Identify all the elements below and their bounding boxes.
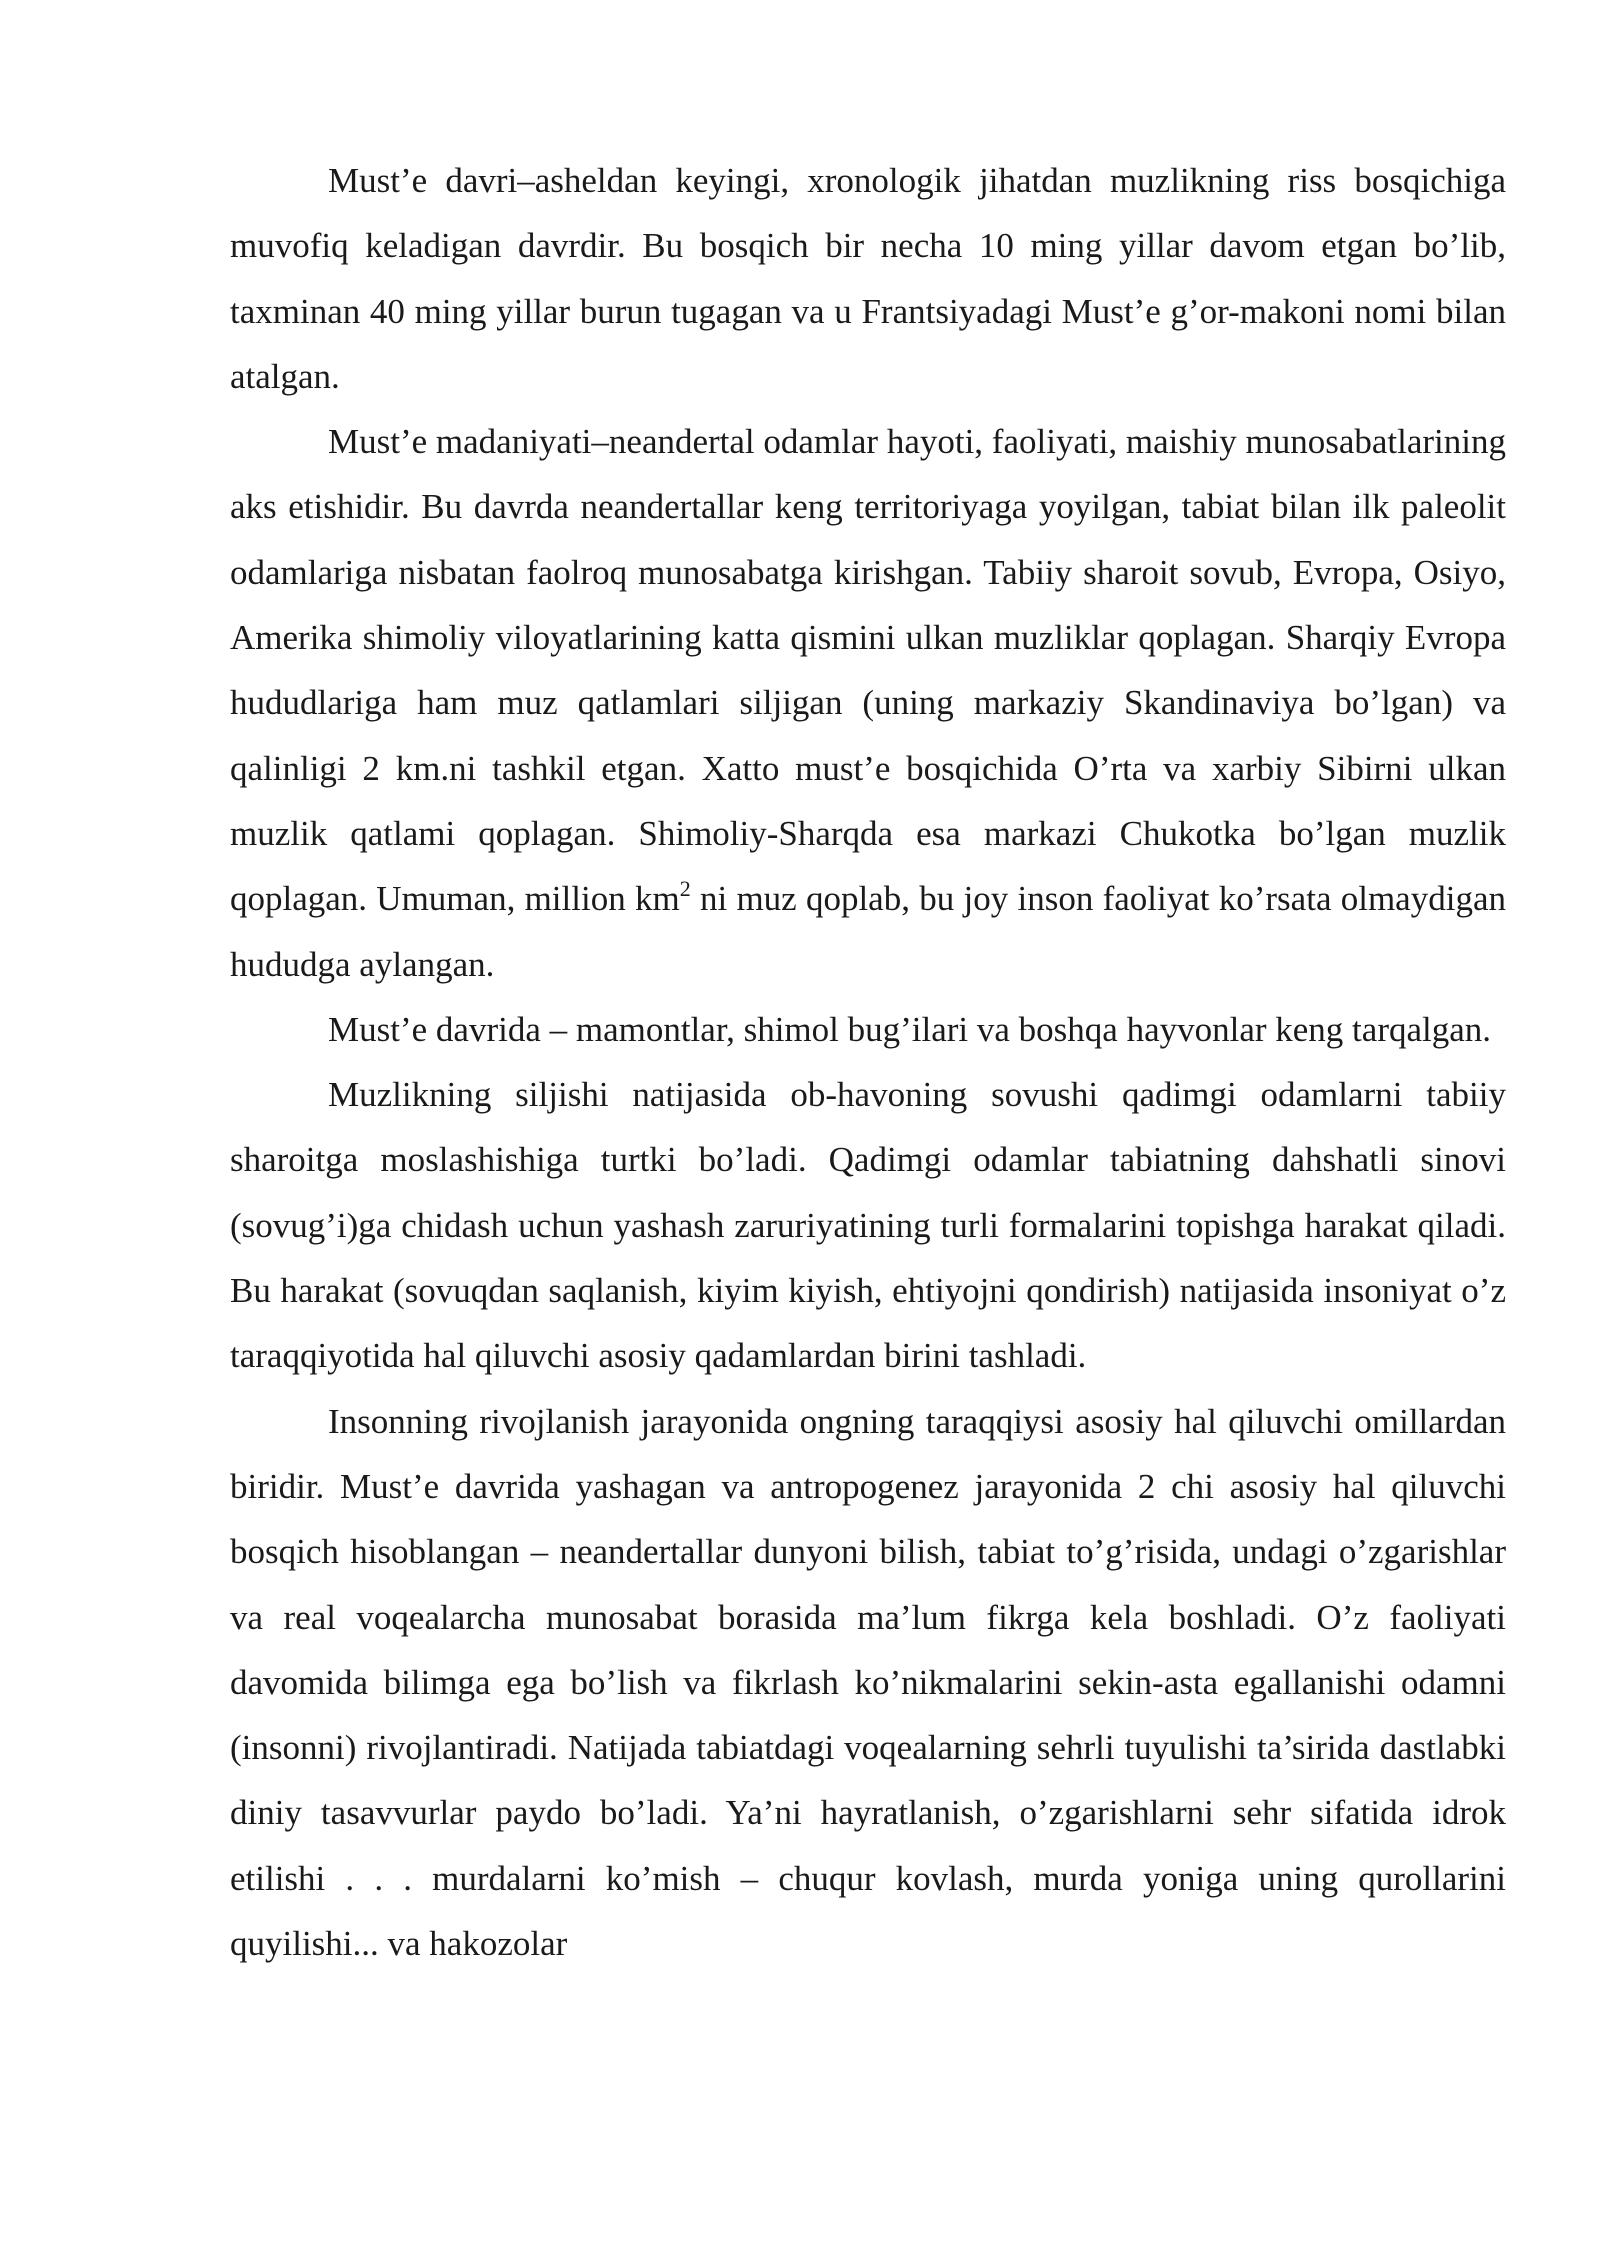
paragraph-muste-culture	[230, 409, 1506, 997]
superscript-squared: 2	[679, 876, 691, 902]
paragraph-muste-culture-text: Must’e madaniyati–neandertal odamlar hayoti, faoliyati, maishiy munosabatlarining aks etishidir. Bu davrda neandertallar keng territoriyaga yoyilgan, tabiat bilan ilk paleolit odamlariga nisbatan faolroq munosabatga kirishgan. Tabiiy sharoit sovub, Evropa, Osiyo, Amerika shimoliy viloyatlarining katta qismini ulkan muzliklar qoplagan. Sharqiy Evropa hududlariga ham muz qatlamlari siljigan (uning markaziy Skandinaviya bo’lgan) va qalinligi 2 km.ni tashkil etgan. Xatto must’e bosqichida O’rta va xarbiy Sibirni ulkan muzlik qatlami qoplagan. Shimoliy-Sharqda esa markazi Chukotka bo’lgan muzlik qoplagan. Umuman, million km	[230, 422, 1507, 919]
paragraph-muste-period: Must’e davri–asheldan keyingi, xronologik jihatdan muzlikning riss bosqichiga muvofiq keladigan davrdir. Bu bosqich bir necha 10 ming yillar davom etgan bo’lib, taxminan 40 ming yillar burun tugagan va u Frantsiyadagi Must’e g’or-makoni nomi bilan atalgan.	[230, 161, 1506, 396]
document-body	[230, 148, 1506, 1976]
paragraph-animals: Must’e davrida – mamontlar, shimol bug’ilari va boshqa hayvonlar keng tarqalgan.	[328, 1009, 1492, 1049]
paragraph-consciousness: Insonning rivojlanish jarayonida ongning taraqqiysi asosiy hal qiluvchi omillardan biridir. Must’e davrida yashagan va antropogenez jarayonida 2 chi asosiy hal qiluvchi bosqich hisoblangan – neandertallar dunyoni bilish, tabiat to’g’risida, undagi o’zgarishlar va real voqealarcha munosabat borasida ma’lum fikrga kela boshladi. O’z faoliyati davomida bilimga ega bo’lish va fikrlash ko’nikmalarini sekin-asta egallanishi odamni (insonni) rivojlantiradi. Natijada tabiatdagi voqealarning sehrli tuyulishi ta’sirida dastlabki diniy tasavvurlar paydo bo’ladi. Ya’ni hayratlanish, o’zgarishlarni sehr sifatida idrok etilishi . . . murdalarni ko’mish – chuqur kovlash, murda yoniga uning qurollarini quyilishi... va hakozolar	[230, 1401, 1506, 1964]
paragraph-glacier-movement: Muzlikning siljishi natijasida ob-havoning sovushi qadimgi odamlarni tabiiy sharoitga moslashishiga turtki bo’ladi. Qadimgi odamlar tabiatning dahshatli sinovi (sovug’i)ga chidash uchun yashash zaruriyatining turli formalarini topishga harakat qiladi. Bu harakat (sovuqdan saqlanish, kiyim kiyish, ehtiyojni qondirish) natijasida insoniyat o’z taraqqiyotida hal qiluvchi asosiy qadamlardan birini tashladi.	[230, 1075, 1506, 1376]
paragraph-muste-culture-text-end: ni muz qoplab, bu joy inson faoliyat ko’rsata olmaydigan hududga aylangan.	[230, 879, 1506, 984]
